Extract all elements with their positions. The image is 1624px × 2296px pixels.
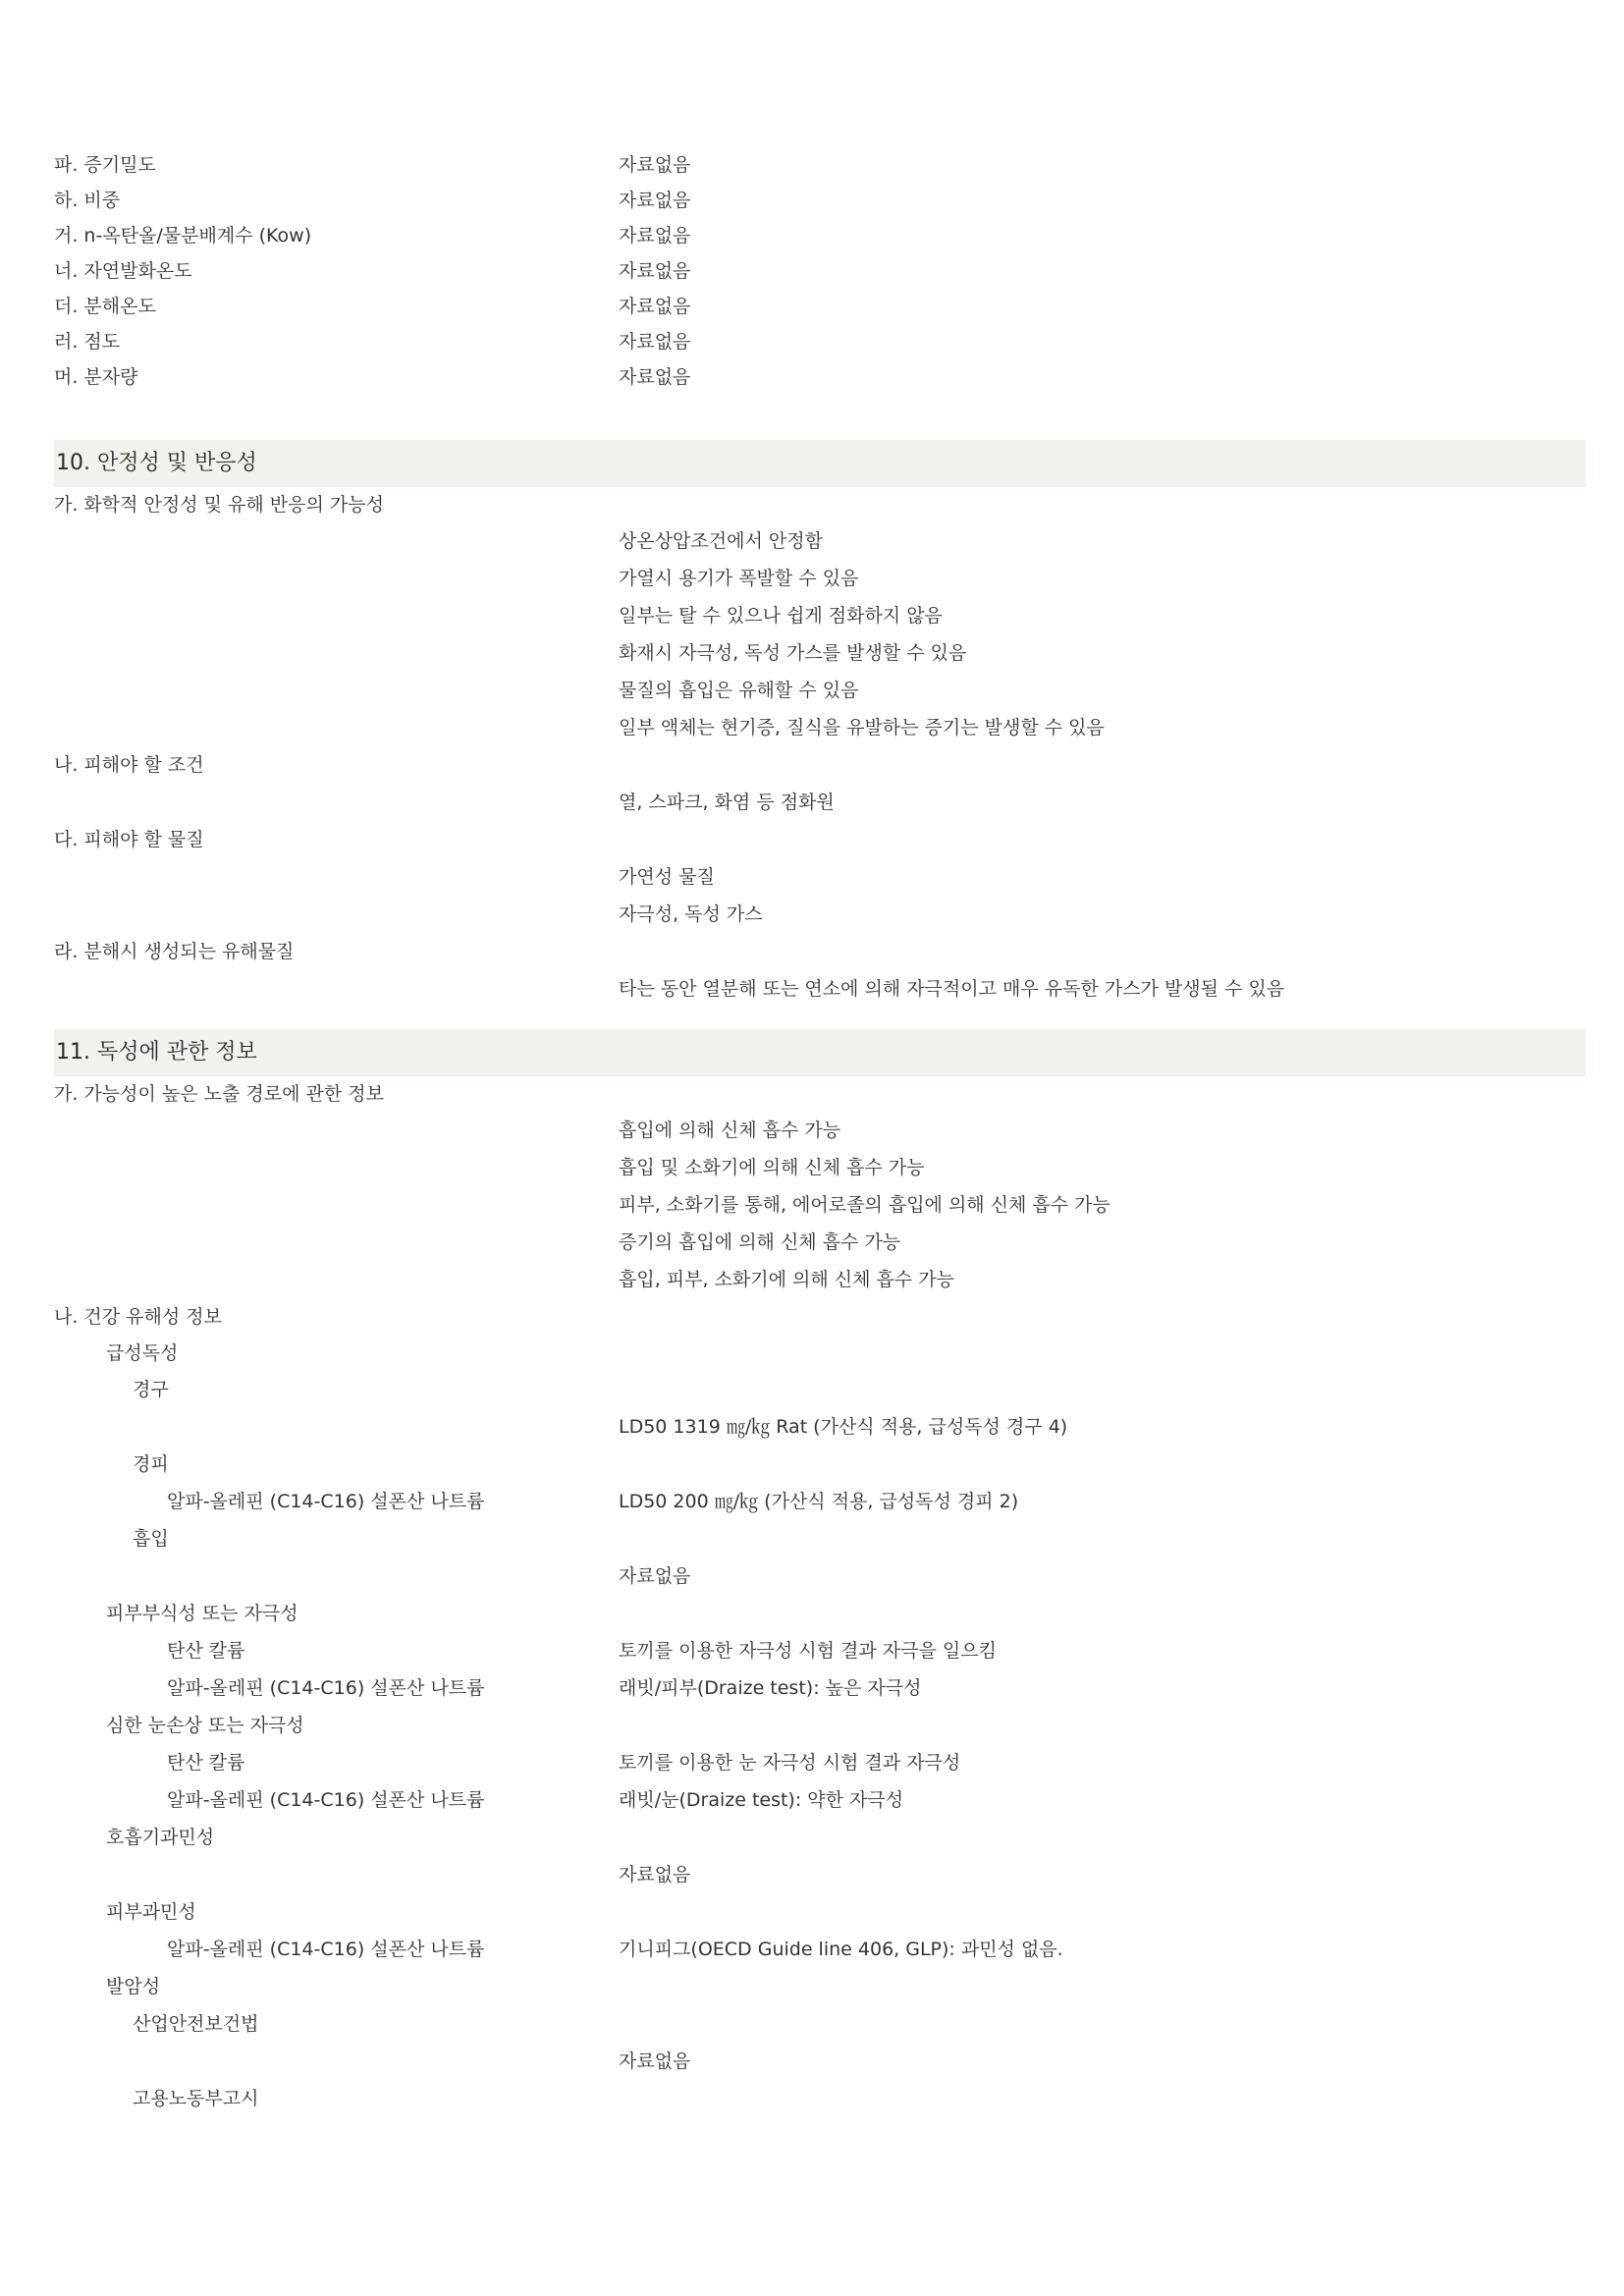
substance-label: 알파-올레핀 (C14-C16) 설폰산 나트륨: [167, 1677, 485, 1699]
value-text: 자료없음: [619, 1565, 691, 1587]
value-text: 기니피그(OECD Guide line 406, GLP): 과민성 없음.: [619, 1939, 1063, 1960]
value-text: 상온상압조건에서 안정함: [619, 530, 823, 552]
property-label: 하. 비중: [54, 190, 121, 211]
property-label: 파. 증기밀도: [54, 154, 156, 176]
property-row: [54, 324, 1586, 359]
value-text: 증기의 흡입에 의해 신체 흡수 가능: [619, 1231, 901, 1253]
value-row: [54, 1112, 1586, 1149]
category-label: 호흡기과민성: [106, 1827, 215, 1848]
label-text: 가. 화학적 안정성 및 유해 반응의 가능성: [54, 494, 384, 516]
spacer: [54, 1008, 1586, 1029]
substance-label: 알파-올레핀 (C14-C16) 설폰산 나트륨: [167, 1491, 485, 1512]
section-10-header: 10. 안정성 및 반응성: [54, 440, 1586, 487]
property-label: 러. 점도: [54, 331, 121, 353]
value-row: [54, 1224, 1586, 1261]
category-label: 심한 눈손상 또는 자극성: [106, 1715, 304, 1736]
property-label: 거. n-옥탄올/물분배계수 (Kow): [54, 225, 312, 246]
property-value: 자료없음: [619, 190, 691, 211]
property-label: 머. 분자량: [54, 366, 138, 388]
spacer: [54, 395, 1586, 440]
substance-label: 탄산 칼륨: [167, 1640, 245, 1662]
value-text: LD50 200 ㎎/㎏ (가산식 적용, 급성독성 경피 2): [619, 1491, 1019, 1512]
substance-label: 탄산 칼륨: [167, 1752, 245, 1774]
label-text: 라. 분해시 생성되는 유해물질: [54, 941, 295, 962]
value-text: 타는 동안 열분해 또는 연소에 의해 자극적이고 매우 유독한 가스가 발생될 수 있음: [619, 978, 1285, 1000]
label-text: 나. 건강 유해성 정보: [54, 1306, 222, 1328]
section-11-header: 11. 독성에 관한 정보: [54, 1029, 1586, 1076]
substance-row: [54, 1781, 1586, 1819]
value-row: [54, 597, 1586, 634]
property-row: [54, 289, 1586, 324]
value-text: 가연성 물질: [619, 866, 715, 888]
property-value: 자료없음: [619, 296, 691, 317]
value-row: [54, 1261, 1586, 1298]
value-text: 흡입 및 소화기에 의해 신체 흡수 가능: [619, 1157, 925, 1178]
value-text: 흡입, 피부, 소화기에 의해 신체 흡수 가능: [619, 1269, 954, 1290]
category-row: [54, 1336, 1586, 1371]
value-text: 토끼를 이용한 자극성 시험 결과 자극을 일으킴: [619, 1640, 997, 1662]
value-text: 가열시 용기가 폭발할 수 있음: [619, 568, 859, 589]
category-row: [54, 1893, 1586, 1931]
value-text: 일부 액체는 현기증, 질식을 유발하는 증기는 발생할 수 있음: [619, 717, 1105, 738]
category-label: 피부부식성 또는 자극성: [106, 1603, 298, 1624]
property-label: 너. 자연발화온도: [54, 260, 192, 282]
property-row: [54, 253, 1586, 289]
property-list: [54, 147, 1586, 395]
route-row: [54, 1520, 1586, 1558]
value-text: 래빗/눈(Draize test): 약한 자극성: [619, 1789, 904, 1811]
label-text: 가. 가능성이 높은 노출 경로에 관한 정보: [54, 1083, 384, 1105]
route-label: 경피: [133, 1453, 169, 1475]
value-row: [54, 970, 1586, 1008]
label-text: 나. 피해야 할 조건: [54, 754, 204, 776]
value-text: 토끼를 이용한 눈 자극성 시험 결과 자극성: [619, 1752, 961, 1774]
value-row: [54, 784, 1586, 821]
category-row: [54, 1707, 1586, 1744]
property-value: 자료없음: [619, 331, 691, 353]
value-row: [54, 1558, 1586, 1595]
subsection-label: [54, 1076, 1586, 1112]
value-text: 자극성, 독성 가스: [619, 903, 763, 925]
value-row: [54, 2043, 1586, 2080]
property-value: 자료없음: [619, 260, 691, 282]
substance-row: [54, 1632, 1586, 1669]
value-text: 화재시 자극성, 독성 가스를 발생할 수 있음: [619, 642, 967, 664]
route-row: [54, 1446, 1586, 1483]
property-value: 자료없음: [619, 225, 691, 246]
value-text: 물질의 흡입은 유해할 수 있음: [619, 680, 859, 701]
property-label: 더. 분해온도: [54, 296, 156, 317]
category-label: 급성독성: [106, 1342, 179, 1364]
substance-row: [54, 1931, 1586, 1968]
value-row: [54, 560, 1586, 597]
value-row: [54, 1408, 1586, 1446]
subsection-label: [54, 821, 1586, 858]
category-label: 피부과민성: [106, 1901, 196, 1923]
value-text: LD50 1319 ㎎/㎏ Rat (가산식 적용, 급성독성 경구 4): [619, 1416, 1068, 1438]
value-text: 흡입에 의해 신체 흡수 가능: [619, 1120, 841, 1141]
value-text: 일부는 탈 수 있으나 쉽게 점화하지 않음: [619, 605, 943, 627]
property-row: [54, 147, 1586, 183]
substance-row: [54, 1669, 1586, 1707]
value-row: [54, 896, 1586, 933]
value-text: 자료없음: [619, 2050, 691, 2072]
value-text: 피부, 소화기를 통해, 에어로졸의 흡입에 의해 신체 흡수 가능: [619, 1194, 1110, 1216]
subsection-label: [54, 933, 1586, 970]
label-text: 다. 피해야 할 물질: [54, 829, 204, 850]
category-row: [54, 1595, 1586, 1632]
value-row: [54, 672, 1586, 709]
subsection-label: [54, 487, 1586, 522]
category-label: 발암성: [106, 1976, 161, 1997]
route-row: [54, 2005, 1586, 2043]
document-body: [54, 147, 1586, 2117]
value-row: [54, 709, 1586, 746]
route-label: 흡입: [133, 1528, 169, 1550]
substance-label: 알파-올레핀 (C14-C16) 설폰산 나트륨: [167, 1789, 485, 1811]
subsection-label: [54, 746, 1586, 784]
value-row: [54, 1149, 1586, 1186]
route-label: 경구: [133, 1379, 169, 1400]
route-label: 산업안전보건법: [133, 2013, 259, 2035]
substance-label: 알파-올레핀 (C14-C16) 설폰산 나트륨: [167, 1939, 485, 1960]
property-row: [54, 218, 1586, 253]
value-row: [54, 634, 1586, 672]
substance-row: [54, 1744, 1586, 1781]
property-row: [54, 359, 1586, 395]
category-row: [54, 1968, 1586, 2005]
property-value: 자료없음: [619, 154, 691, 176]
route-label: 고용노동부고시: [133, 2088, 259, 2109]
value-text: 열, 스파크, 화염 등 점화원: [619, 792, 835, 813]
property-value: 자료없음: [619, 366, 691, 388]
subsection-label: [54, 1298, 1586, 1336]
route-row: [54, 2080, 1586, 2117]
value-row: [54, 858, 1586, 896]
substance-row: [54, 1483, 1586, 1520]
value-text: 자료없음: [619, 1864, 691, 1886]
value-row: [54, 522, 1586, 560]
category-row: [54, 1819, 1586, 1856]
value-row: [54, 1856, 1586, 1893]
value-row: [54, 1186, 1586, 1224]
property-row: [54, 183, 1586, 218]
value-text: 래빗/피부(Draize test): 높은 자극성: [619, 1677, 922, 1699]
route-row: [54, 1371, 1586, 1408]
